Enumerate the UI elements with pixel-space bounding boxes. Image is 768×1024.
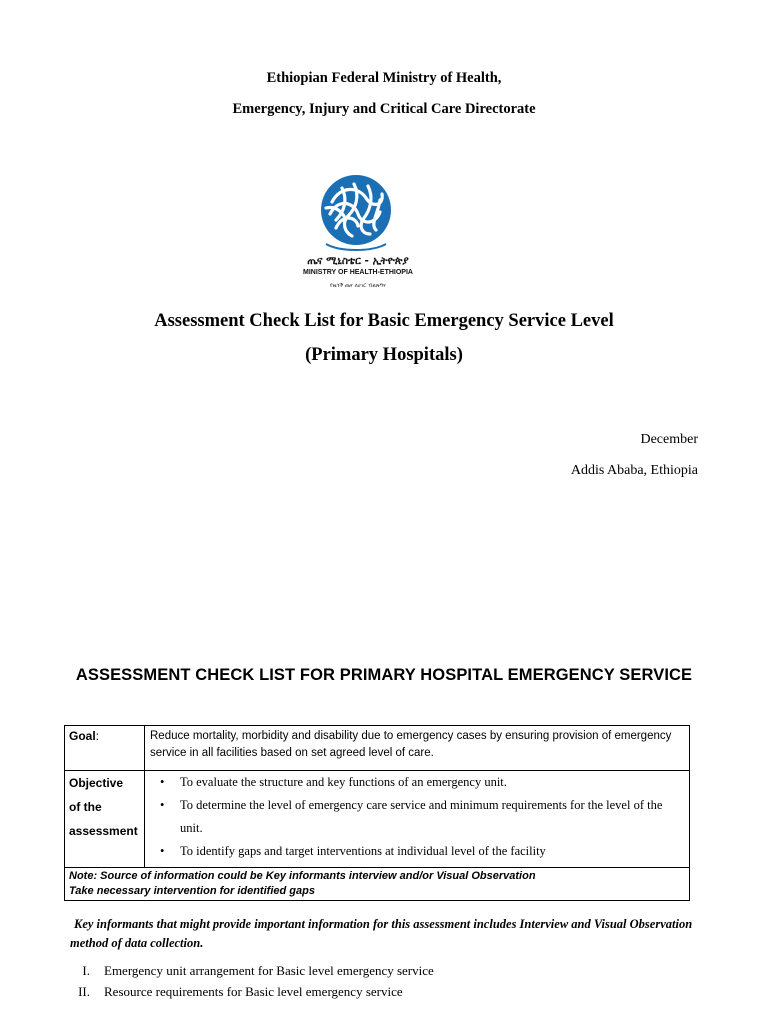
date-month: December [640, 432, 698, 447]
note-intervention: Take necessary intervention for identified gaps [69, 885, 315, 897]
objective-label-cell [65, 771, 145, 868]
goal-label-cell [65, 726, 145, 771]
document-subtitle: (Primary Hospitals) [305, 345, 463, 365]
bullet-icon: • [160, 775, 165, 789]
section-text: Resource requirements for Basic level emergency service [104, 984, 403, 999]
section-number: I. [82, 963, 90, 978]
objective-text: To identify gaps and target interventions at individual level of the facility [180, 844, 546, 858]
objective-label-line: assessment [69, 824, 138, 838]
objective-item [145, 840, 677, 863]
objective-item [145, 771, 677, 794]
section-item [62, 963, 434, 979]
note-source: Note: Source of information could be Key informants interview and/or Visual Observation [69, 870, 536, 882]
ministry-logo [296, 164, 420, 296]
objective-text: To evaluate the structure and key functions of an emergency unit. [180, 775, 507, 789]
section-title: ASSESSMENT CHECK LIST FOR PRIMARY HOSPITAL EMERGENCY SERVICE [75, 666, 693, 684]
ministry-name: Ethiopian Federal Ministry of Health, [266, 70, 502, 86]
note-cell [65, 868, 690, 901]
logo-amharic-name: ጤና ሚኒስቴር - ኢትዮጵያ [307, 255, 409, 267]
goal-row [65, 726, 690, 771]
objectives-cell [145, 771, 690, 868]
section-item [62, 984, 403, 1000]
directorate-name: Emergency, Injury and Critical Care Directorate [232, 101, 536, 117]
ministry-of-health-emblem-icon [296, 164, 420, 296]
logo-english-name: MINISTRY OF HEALTH-ETHIOPIA [303, 269, 413, 276]
objective-label-line: Objective [69, 776, 124, 790]
assessment-table [64, 725, 690, 901]
goal-text: Reduce mortality, morbidity and disability due to emergency cases by ensuring provision of emergency service in all facilities based on set agreed level of care. [145, 726, 690, 771]
bullet-icon: • [160, 844, 165, 858]
objective-row [65, 771, 690, 868]
document-title: Assessment Check List for Basic Emergency Service Level [154, 311, 614, 331]
bullet-icon: • [160, 798, 165, 812]
objective-item [145, 794, 677, 840]
section-number: II. [78, 984, 90, 999]
objective-text: To determine the level of emergency care service and minimum requirements for the level of the unit. [180, 798, 663, 835]
logo-tagline: የዜጎች ጤና ለሀገር ብልጽግና [330, 283, 386, 289]
date-place: Addis Ababa, Ethiopia [570, 463, 698, 478]
objective-label-line: of the [69, 800, 102, 814]
goal-colon: : [95, 729, 100, 743]
objectives-list [145, 771, 685, 863]
goal-label: Goal [69, 729, 96, 743]
note-row [65, 868, 690, 901]
section-text: Emergency unit arrangement for Basic level emergency service [104, 963, 434, 978]
key-informants-paragraph: Key informants that might provide important information for this assessment includes Interview and Visual Observation method of data collection. [70, 917, 693, 950]
